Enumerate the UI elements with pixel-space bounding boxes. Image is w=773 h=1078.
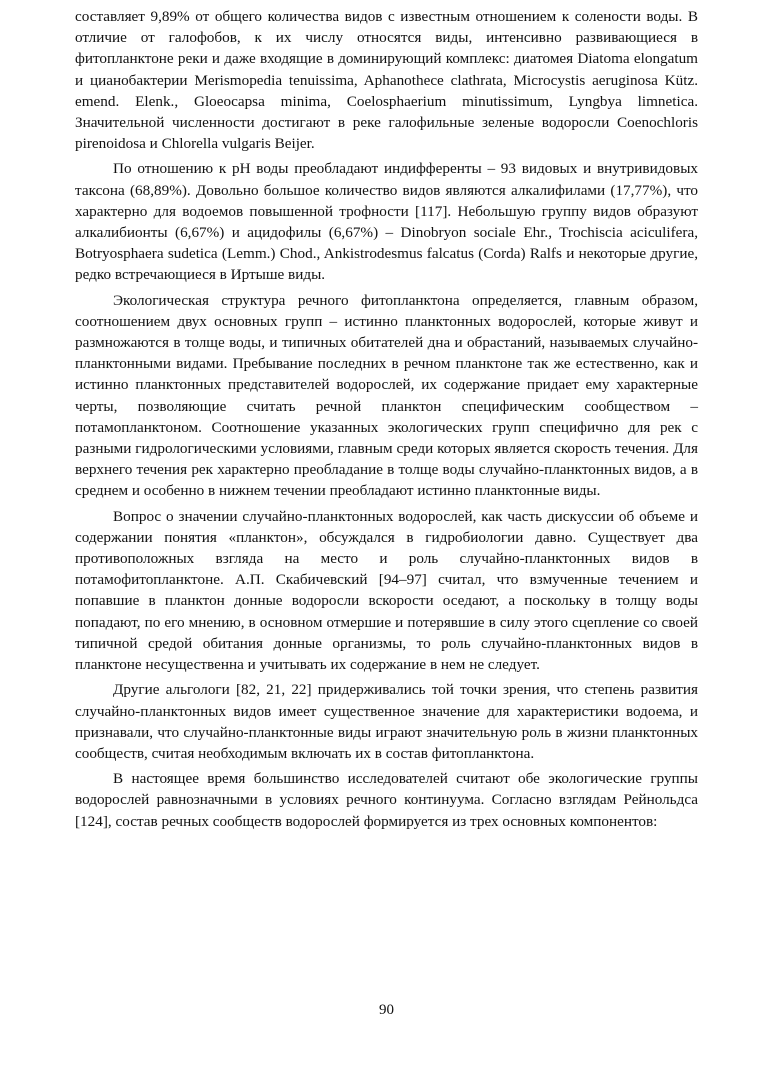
page-number: 90 bbox=[379, 1002, 394, 1018]
paragraph-current-view: В настоящее время большинство исследователей считают обе экологические группы водорослей равнозначными в условиях речного континуума. Согласно взглядам Рейнольдса [124], состав речных сообществ водорослей формируется из трех основных компонентов: bbox=[75, 770, 698, 830]
paragraph-salinity-continuation: составляет 9,89% от общего количества видов с известным отношением к солености воды. В отличие от галофобов, к их числу относятся виды, интенсивно развивающиеся в фитопланктоне реки и даже входящие в доминирующий комплекс: диатомея Diatoma elongatum и цианобактерии Merismopedia tenuissima, Aphanothece clathrata, Microcystis aeruginosa Kütz. emend. Elenk., Gloeocapsa minima, Coelosphaerium minutissimum, Lyngbya limnetica. Значительной численности достигают в реке галофильные зеленые водоросли Coenochloris pirenoidosa и Chlorella vulgaris Beijer. bbox=[75, 8, 698, 153]
paragraph-other-algologists: Другие альгологи [82, 21, 22] придерживались той точки зрения, что степень развития случайно-планктонных видов имеет существенное значение для характеристики водоема, и признавали, что случайно-планктонные виды играют значительную роль в жизни планктонных сообществ, считая необходимым включать их в состав фитопланктона. bbox=[75, 681, 698, 762]
paragraph-plankton-debate: Вопрос о значении случайно-планктонных водорослей, как часть дискуссии об объеме и содержании понятия «планктон», обсуждался в гидробиологии давно. Существует два противоположных взгляда на место и роль случайно-планктонных видов в потамофитопланктоне. А.П. Скабичевский [94–97] считал, что взмученные течением и попавшие в планктон донные водоросли вскорости оседают, а поскольку в толщу воды попадают, по его мнению, в основном отмершие и потерявшие в силу этого сцепление со своей типичной средой обитания донные организмы, то роль случайно-планктонных видов в планктоне несущественна и учитывать их содержание в нем не следует. bbox=[75, 507, 698, 674]
paragraph-ecological-structure: Экологическая структура речного фитопланктона определяется, главным образом, соотношением двух основных групп – истинно планктонных водорослей, которые живут и размножаются в толще воды, и типичных обитателей дна и обрастаний, называемых случайно-планктонными видами. Пребывание последних в речном планктоне так же естественно, как и истинно планктонных представителей водорослей, их содержание придает ему характерные черты, позволяющие считать речной планктон специфическим сообществом – потамопланктоном. Соотношение указанных экологических групп специфично для рек с разными гидрологическими условиями, главным среди которых является скорость течения. Для верхнего течения рек характерно преобладание в толще воды случайно-планктонных видов, а в среднем и особенно в нижнем течении преобладают истинно планктонные виды. bbox=[75, 291, 698, 500]
paragraph-ph: По отношению к pH воды преобладают индифференты – 93 видовых и внутривидовых таксона (68,89%). Довольно большое количество видов являются алкалифилами (17,77%), что характерно для водоемов повышенной трофности [117]. Небольшую группу видов образуют алкалибионты (6,67%) и ацидофилы (6,67%) – Dinobryon sociale Ehr., Trochiscia aciculifera, Botryosphaera sudetica (Lemm.) Chod., Ankistrodesmus falcatus (Corda) Ralfs и некоторые другие, редко встречающиеся в Иртыше виды. bbox=[75, 160, 698, 284]
